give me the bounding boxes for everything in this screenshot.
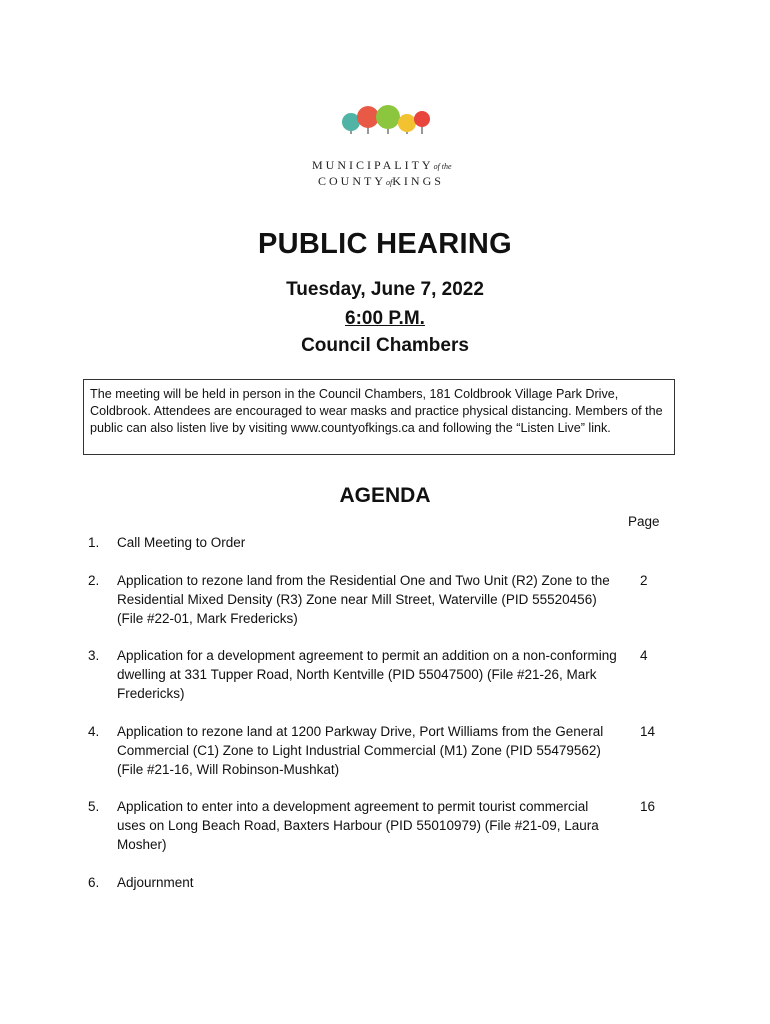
agenda-item-text: Adjournment (117, 875, 194, 890)
agenda-item-text: Application to rezone land from the Residential One and Two Unit (R2) Zone to the Residential Mixed Density (R3) Zone near Mill Street, Waterville (PID 55520456) (File #22-01, Mark Fredericks) (117, 573, 610, 626)
logo-text-line1: MUNICIPALITYof the (312, 158, 452, 172)
meeting-location: Council Chambers (301, 335, 469, 356)
meeting-time: 6:00 P.M. (345, 308, 425, 329)
trees-logo-icon (340, 100, 430, 140)
agenda-item-text: Call Meeting to Order (117, 535, 246, 550)
page-title: PUBLIC HEARING (258, 228, 512, 260)
agenda-item-number: 5. (88, 799, 100, 814)
agenda-item-page: 4 (640, 648, 648, 663)
agenda-item-page: 16 (640, 799, 656, 814)
agenda-item-number: 2. (88, 573, 100, 588)
agenda-item-number: 1. (88, 535, 100, 550)
agenda-item-text: Application to rezone land at 1200 Parkway Drive, Port Williams from the General Commercial (C1) Zone to Light Industrial Commercial (M1) Zone (PID 55479562) (File #21-16, Will Robinson-Mushkat) (117, 724, 604, 777)
meeting-date: Tuesday, June 7, 2022 (286, 279, 484, 300)
agenda-title: AGENDA (339, 484, 431, 507)
agenda-item-number: 3. (88, 648, 100, 663)
agenda-item-text: Application to enter into a development agreement to permit tourist commercial uses on Long Beach Road, Baxters Harbour (PID 55010979) (File #21-09, Laura Mosher) (117, 799, 599, 852)
agenda-item-page: 2 (640, 573, 648, 588)
agenda-item-number: 6. (88, 875, 100, 890)
agenda-item-page: 14 (640, 724, 656, 739)
page-column-header: Page (628, 514, 660, 529)
meeting-notice-box: The meeting will be held in person in the Council Chambers, 181 Coldbrook Village Park Drive, Coldbrook. Attendees are encouraged to wear masks and practice physical distancing. Members of the public can also listen live by visiting www.countyofkings.ca and following the “Listen Live” link. (83, 379, 675, 455)
municipality-logo (300, 100, 470, 190)
logo-text-line2: COUNTYofKINGS (318, 174, 444, 188)
agenda-item-text: Application for a development agreement to permit an addition on a non-conforming dwelling at 331 Tupper Road, North Kentville (PID 55047500) (File #21-26, Mark Fredericks) (117, 648, 617, 701)
agenda-item-number: 4. (88, 724, 100, 739)
